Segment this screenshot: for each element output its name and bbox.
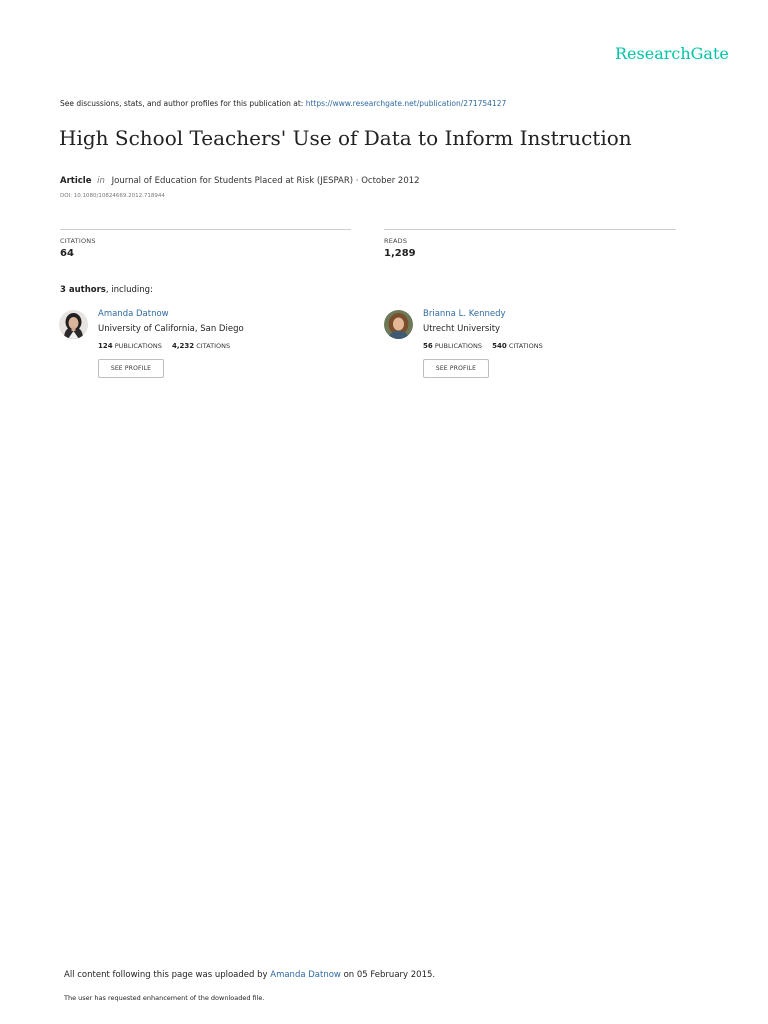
- journal-name[interactable]: Journal of Education for Students Placed at Risk (JESPAR): [111, 176, 354, 186]
- discussion-line: [60, 99, 506, 108]
- author-avatar[interactable]: [59, 310, 88, 339]
- see-profile-button[interactable]: SEE PROFILE: [423, 359, 489, 378]
- publication-date: · October 2012: [355, 176, 420, 186]
- in-word: in: [97, 176, 105, 186]
- author-publications-label: PUBLICATIONS: [114, 342, 162, 350]
- avatar-photo-icon: [59, 310, 88, 339]
- publication-title: High School Teachers' Use of Data to Inform Instruction: [59, 126, 632, 150]
- publication-url-link[interactable]: https://www.researchgate.net/publication/271754127: [305, 99, 507, 108]
- avatar-photo-icon: [384, 310, 413, 339]
- author-name-link[interactable]: Brianna L. Kennedy: [423, 309, 506, 319]
- author-publications-label: PUBLICATIONS: [434, 342, 482, 350]
- upload-note: [64, 970, 435, 980]
- enhancement-note: The user has requested enhancement of the downloaded file.: [64, 994, 265, 1002]
- author-name-link[interactable]: Amanda Datnow: [98, 309, 169, 319]
- author-institution: Utrecht University: [423, 324, 501, 334]
- author-avatar[interactable]: [384, 310, 413, 339]
- author-citations-label: CITATIONS: [508, 342, 543, 350]
- authors-header: [60, 285, 153, 295]
- author-institution: University of California, San Diego: [98, 324, 244, 334]
- author-card: [59, 309, 359, 381]
- author-publications-count: 56: [423, 342, 433, 350]
- authors-suffix: , including:: [105, 285, 153, 295]
- discussion-prefix: See discussions, stats, and author profiles for this publication at:: [60, 99, 304, 108]
- author-citations-count: 4,232: [172, 342, 195, 350]
- upload-prefix: All content following this page was uploaded by: [64, 970, 268, 980]
- researchgate-logo[interactable]: ResearchGate: [615, 44, 729, 63]
- publication-type: Article: [60, 176, 92, 186]
- author-citations-label: CITATIONS: [196, 342, 231, 350]
- author-stats: [423, 342, 543, 350]
- reads-count: 1,289: [384, 248, 416, 259]
- publication-meta: [60, 176, 420, 186]
- see-profile-button[interactable]: SEE PROFILE: [98, 359, 164, 378]
- uploader-link[interactable]: Amanda Datnow: [270, 970, 341, 980]
- citations-label: CITATIONS: [60, 237, 96, 245]
- author-publications-count: 124: [98, 342, 113, 350]
- author-card: [384, 309, 684, 381]
- citations-count: 64: [60, 248, 74, 259]
- reads-label: READS: [384, 237, 408, 245]
- reads-divider: [384, 229, 676, 230]
- citations-divider: [60, 229, 351, 230]
- authors-count: 3 authors: [60, 285, 106, 295]
- author-citations-count: 540: [492, 342, 507, 350]
- upload-suffix: on 05 February 2015.: [343, 970, 436, 980]
- publication-doi: DOI: 10.1080/10824669.2012.718944: [60, 193, 165, 199]
- author-stats: [98, 342, 230, 350]
